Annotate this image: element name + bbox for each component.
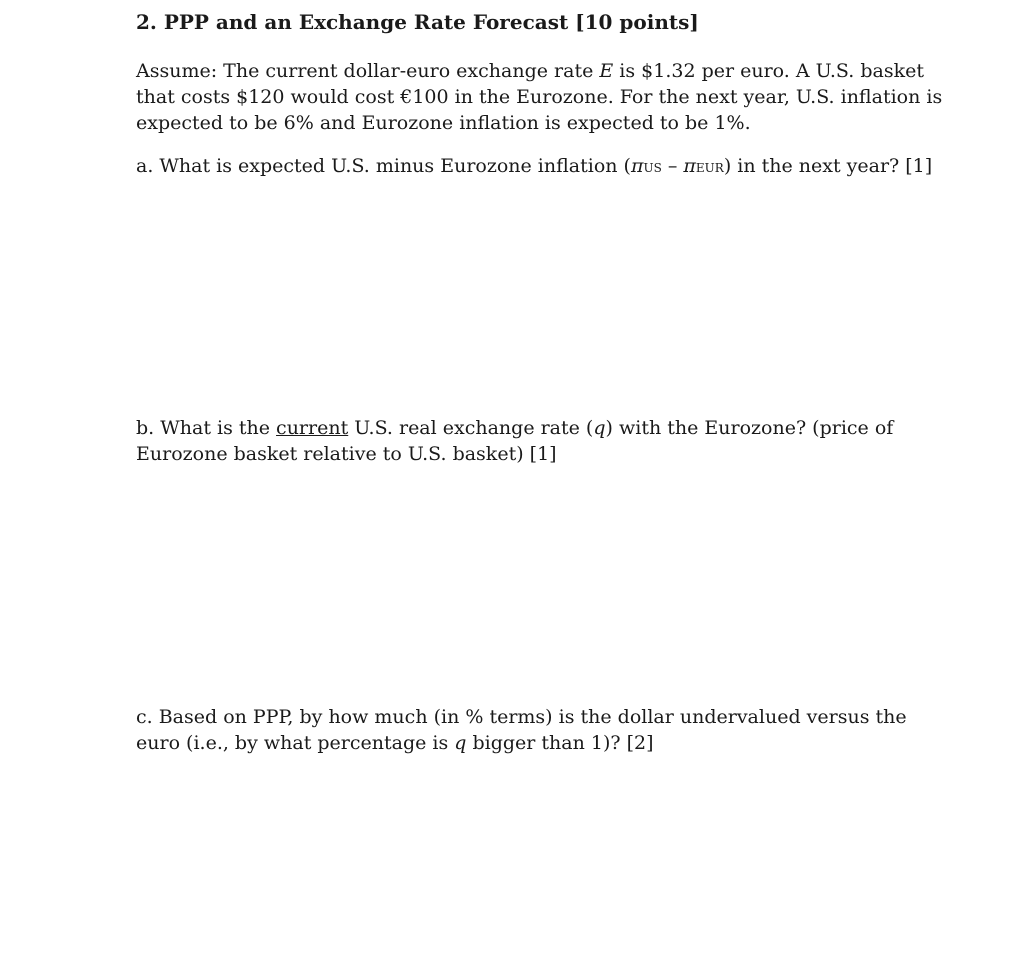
real-rate-variable: q [593,417,606,439]
question-text: euro (i.e., by what percentage is [136,732,455,754]
question-c-line-2 [136,730,907,756]
question-b [136,415,893,467]
intro-line-2: that costs $120 would cost €100 in the Eurozone. For the next year, U.S. inflation is [136,86,943,108]
subscript-eur: EUR [695,161,724,175]
question-text: U.S. real exchange rate ( [348,417,594,439]
problem-intro [136,58,942,136]
question-text: a. What is expected U.S. minus Eurozone inflation ( [136,155,631,177]
answer-space-c [136,770,896,950]
answer-space-b [136,478,896,693]
question-a-line [136,153,932,181]
underlined-word: current [276,417,349,439]
intro-line-1 [136,58,942,84]
question-a [136,153,932,181]
question-text: b. What is the [136,417,277,439]
subscript-us: US [643,161,662,175]
question-b-line-2: Eurozone basket relative to U.S. basket) [1] [136,443,557,465]
exchange-rate-variable: E [599,60,614,82]
intro-line-3: expected to be 6% and Eurozone inflation is expected to be 1%. [136,112,751,134]
real-rate-variable: q [454,732,467,754]
minus-sign: – [661,155,684,177]
question-b-line-1 [136,415,893,441]
question-text: bigger than 1)? [2] [466,732,654,754]
intro-text: Assume: The current dollar-euro exchange rate [136,60,600,82]
answer-space-a [136,190,896,410]
pi-symbol: π [630,155,644,177]
question-text: ) with the Eurozone? (price of [605,417,894,439]
question-c-line-1: c. Based on PPP, by how much (in % terms) is the dollar undervalued versus the [136,706,907,728]
question-c [136,704,907,756]
pi-symbol: π [683,155,696,177]
intro-text: is $1.32 per euro. A U.S. basket [613,60,924,82]
problem-title: 2. PPP and an Exchange Rate Forecast [10 points] [136,10,699,34]
question-text: ) in the next year? [1] [723,155,933,177]
